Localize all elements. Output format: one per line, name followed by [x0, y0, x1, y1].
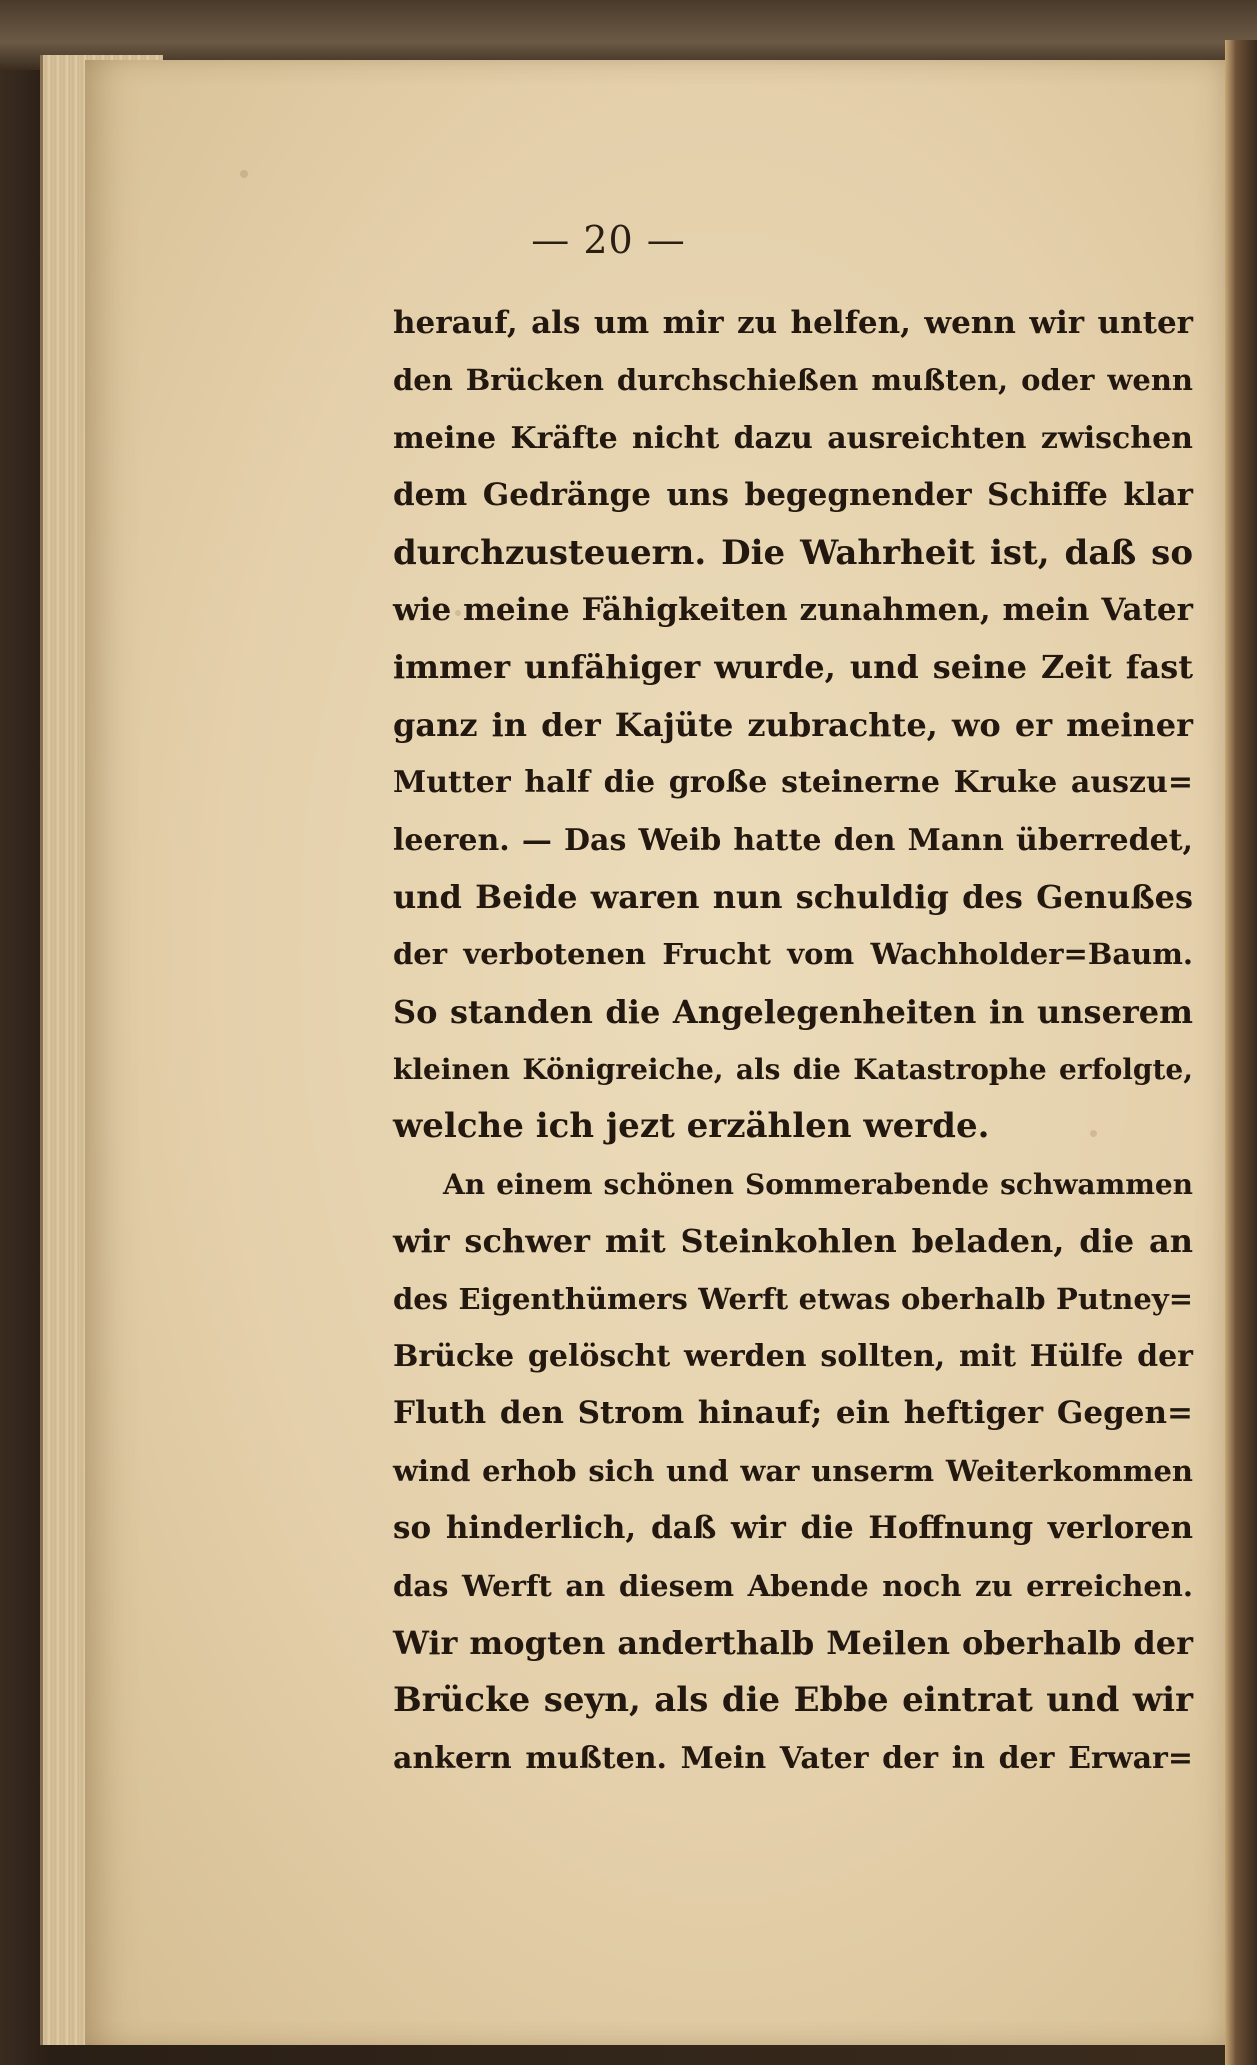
text-line: so hinderlich, daß wir die Hoffnung verloren	[393, 1510, 1193, 1547]
text-line: welche ich jezt erzählen werde.	[393, 1106, 990, 1147]
text-line: An einem schönen Sommerabende schwammen	[443, 1167, 1193, 1201]
text-line: Brücke gelöscht werden sollten, mit Hülfe der	[393, 1339, 1193, 1375]
text-line: und Beide waren nun schuldig des Genußes	[393, 877, 1193, 916]
text-line: ankern mußten. Mein Vater der in der Erwar=	[393, 1740, 1193, 1776]
text-line: ganz in der Kajüte zubrachte, wo er meiner	[393, 705, 1193, 744]
text-line: kleinen Königreiche, als die Katastrophe erfolgte,	[393, 1053, 1193, 1087]
text-line: den Brücken durchschießen mußten, oder wenn	[393, 363, 1193, 398]
text-line: wir schwer mit Steinkohlen beladen, die an	[393, 1222, 1193, 1261]
page-text	[393, 295, 1193, 1787]
text-line: Wir mogten anderthalb Meilen oberhalb der	[393, 1623, 1193, 1662]
text-line: wind erhob sich und war unserm Weiterkommen	[393, 1453, 1193, 1488]
book-binding-edge	[1225, 40, 1257, 2065]
text-line: Mutter half die große steinerne Kruke auszu=	[393, 765, 1193, 801]
text-line: des Eigenthümers Werft etwas oberhalb Putney=	[393, 1281, 1193, 1316]
text-line: das Werft an diesem Abende noch zu erreichen.	[393, 1568, 1193, 1603]
text-line: wie meine Fähigkeiten zunahmen, mein Vater	[393, 591, 1193, 628]
text-line: Fluth den Strom hinauf; ein heftiger Gegen=	[393, 1395, 1193, 1432]
text-line: der verbotenen Frucht vom Wachholder=Baum.	[393, 937, 1193, 972]
text-line: dem Gedränge uns begegnender Schiffe klar	[393, 477, 1193, 514]
text-line: herauf, als um mir zu helfen, wenn wir unter	[393, 305, 1193, 341]
text-line: Brücke seyn, als die Ebbe eintrat und wir	[393, 1680, 1193, 1721]
paper-stain	[240, 170, 248, 178]
text-line: immer unfähiger wurde, und seine Zeit fast	[393, 648, 1193, 687]
text-line: durchzusteuern. Die Wahrheit ist, daß so	[393, 532, 1193, 573]
text-line: meine Kräfte nicht dazu ausreichten zwischen	[393, 420, 1193, 456]
text-line: leeren. — Das Weib hatte den Mann überredet,	[393, 822, 1193, 858]
page-number: — 20 —	[531, 218, 686, 262]
text-line: So standen die Angelegenheiten in unserem	[393, 992, 1193, 1031]
